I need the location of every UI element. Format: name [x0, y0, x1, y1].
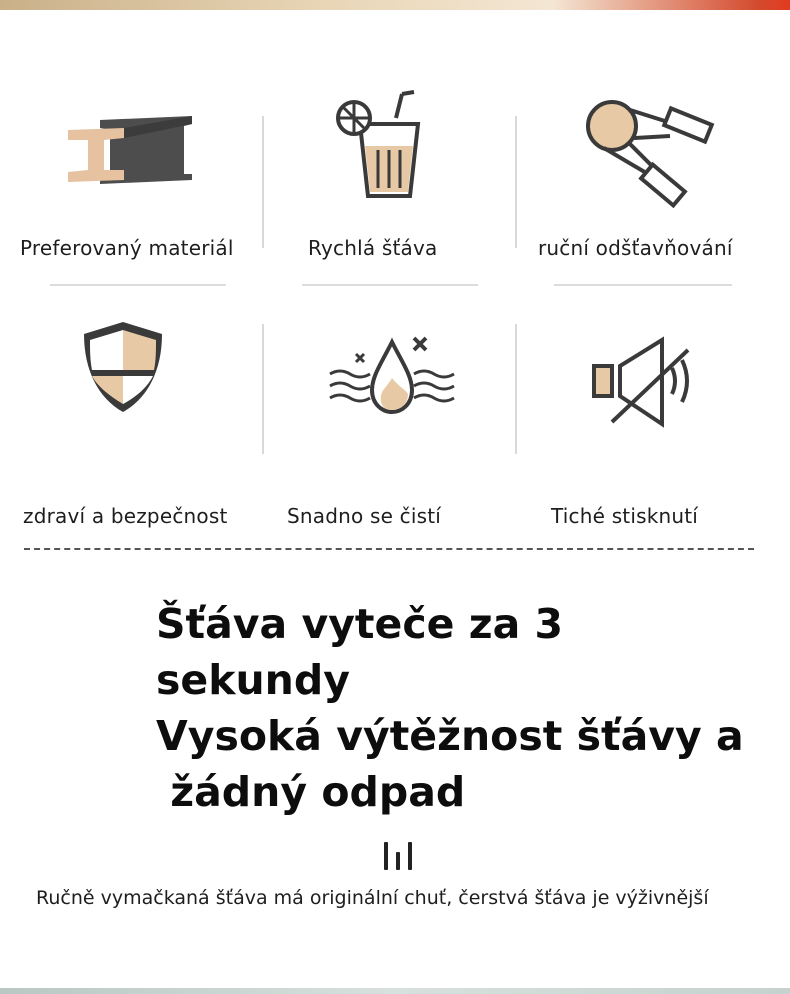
- headline-line: žádný odpad: [156, 768, 466, 816]
- feature-label-fast-juice: Rychlá šťáva: [308, 236, 438, 260]
- feature-label-quiet-press: Tiché stisknutí: [551, 504, 699, 528]
- headline-line: sekundy: [156, 656, 350, 704]
- decorative-bars-icon: [383, 842, 415, 870]
- divider-horizontal: [302, 284, 478, 286]
- mute-speaker-icon: [590, 332, 702, 432]
- bottom-image-strip: [0, 988, 790, 994]
- i-beam-icon: [64, 112, 196, 188]
- shield-icon: [78, 318, 168, 416]
- headline-line: Šťáva vyteče za 3: [156, 600, 564, 648]
- top-product-image-strip: [0, 0, 790, 10]
- feature-label-material: Preferovaný materiál: [20, 236, 234, 260]
- divider-vertical: [515, 116, 517, 248]
- juice-glass-icon: [334, 88, 424, 200]
- divider-vertical: [515, 324, 517, 454]
- headline: [156, 596, 766, 820]
- feature-label-easy-clean: Snadno se čistí: [287, 504, 442, 528]
- feature-label-manual-juicing: ruční odšťavňování: [538, 236, 733, 260]
- water-drop-icon: [326, 334, 458, 418]
- headline-line: Vysoká výtěžnost šťávy a: [156, 712, 744, 760]
- divider-horizontal: [50, 284, 226, 286]
- divider-vertical: [262, 116, 264, 248]
- description-text: Ručně vymačkaná šťáva má originální chuť, čerstvá šťáva je výživnější: [36, 887, 709, 909]
- divider-vertical: [262, 324, 264, 454]
- hand-grip-icon: [584, 98, 716, 208]
- dashed-separator: [24, 548, 754, 550]
- feature-label-health-safety: zdraví a bezpečnost: [23, 504, 228, 528]
- divider-horizontal: [554, 284, 732, 286]
